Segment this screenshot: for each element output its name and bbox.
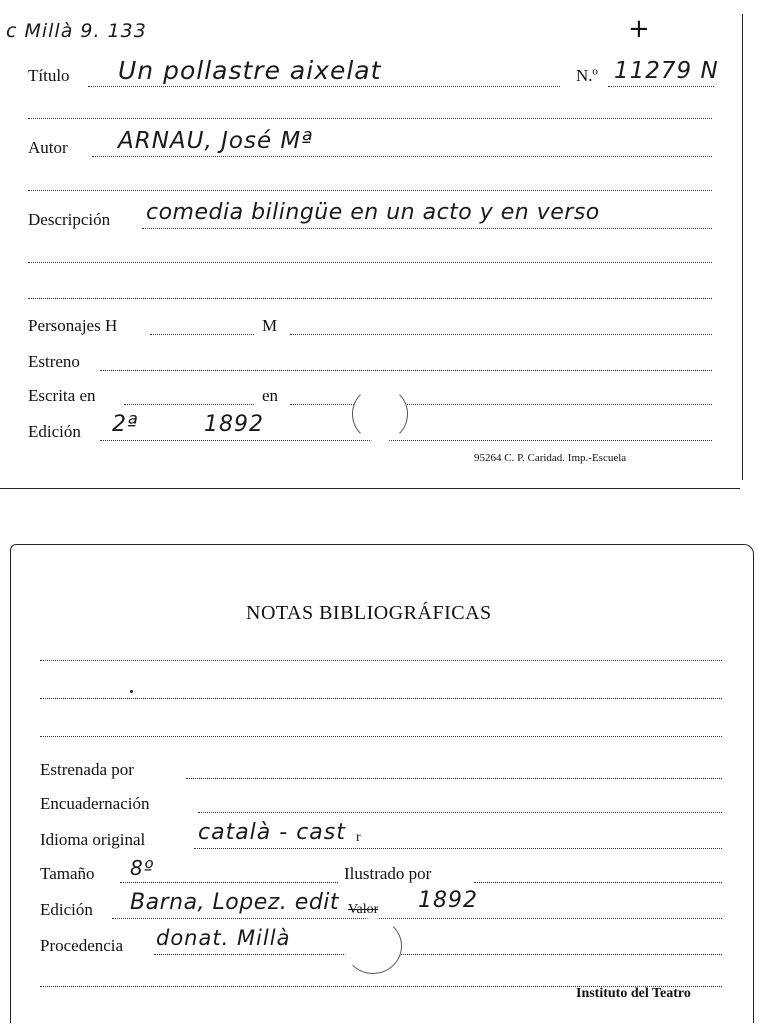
personajes-m-label: M <box>262 316 278 335</box>
encuadernacion-label: Encuadernación <box>40 794 150 813</box>
procedencia-value: donat. Millà <box>156 926 291 950</box>
author-extra-line <box>28 190 712 191</box>
notes-heading: NOTAS BIBLIOGRÁFICAS <box>246 602 492 624</box>
number-value: 11279 N <box>614 58 719 84</box>
description-label: Descripción <box>28 210 111 229</box>
notes-line-1 <box>40 660 722 661</box>
edicion2-label: Edición <box>40 900 93 919</box>
idioma-value: català - cast <box>198 820 346 845</box>
institution-name: Instituto del Teatro <box>576 986 691 1001</box>
edicion2-year: 1892 <box>418 888 478 913</box>
estrenada-line <box>186 778 722 779</box>
description-line-2 <box>28 262 712 263</box>
ilustrado-label: Ilustrado por <box>344 864 432 883</box>
idioma-struck-text: r <box>356 830 361 845</box>
escrita-line <box>124 404 254 405</box>
edicion-label: Edición <box>28 422 81 441</box>
author-label: Autor <box>28 138 68 157</box>
escrita-en-label: en <box>262 386 279 405</box>
tamano-line <box>120 882 338 883</box>
edicion-value-year: 1892 <box>204 412 264 437</box>
personajes-label: Personajes H <box>28 316 118 335</box>
punch-hole <box>352 386 408 442</box>
procedencia-line <box>154 954 722 955</box>
tamano-value: 8º <box>130 856 155 880</box>
idioma-label: Idioma original <box>40 830 146 849</box>
number-label: N.º <box>576 66 598 85</box>
valor-label: Valor <box>348 902 379 917</box>
title-line <box>88 86 560 87</box>
number-line <box>608 86 714 87</box>
notes-line-2 <box>40 698 722 699</box>
description-line-3 <box>28 298 712 299</box>
corner-note: c Millà 9. 133 <box>6 20 147 42</box>
personajes-h-line <box>150 334 254 335</box>
edicion2-value: Barna, Lopez. edit <box>130 890 340 915</box>
edicion2-line <box>112 918 722 919</box>
title-label: Título <box>28 66 70 85</box>
tamano-label: Tamaño <box>40 864 95 883</box>
punch-hole <box>344 918 402 974</box>
card-bottom-edge <box>0 488 740 489</box>
estreno-line <box>100 370 712 371</box>
escrita-label: Escrita en <box>28 386 96 405</box>
procedencia-label: Procedencia <box>40 936 124 955</box>
edicion-value-ordinal: 2ª <box>112 412 139 437</box>
title-extra-line <box>28 118 712 119</box>
printer-imprint: 95264 C. P. Caridad. Imp.-Escuela <box>474 452 627 464</box>
corner-mark: + <box>628 14 650 44</box>
description-value: comedia bilingüe en un acto y en verso <box>146 200 600 225</box>
author-line <box>92 156 712 157</box>
estreno-label: Estreno <box>28 352 80 371</box>
author-value: ARNAU, José Mª <box>118 128 314 154</box>
encuadernacion-line <box>198 812 722 813</box>
edicion-line <box>100 440 712 441</box>
ilustrado-line <box>474 882 722 883</box>
title-value: Un pollastre aixelat <box>118 56 382 85</box>
idioma-line <box>194 848 722 849</box>
description-line <box>142 228 712 229</box>
estrenada-label: Estrenada por <box>40 760 134 779</box>
ink-speck <box>130 690 133 693</box>
notes-line-3 <box>40 736 722 737</box>
personajes-m-line <box>290 334 712 335</box>
